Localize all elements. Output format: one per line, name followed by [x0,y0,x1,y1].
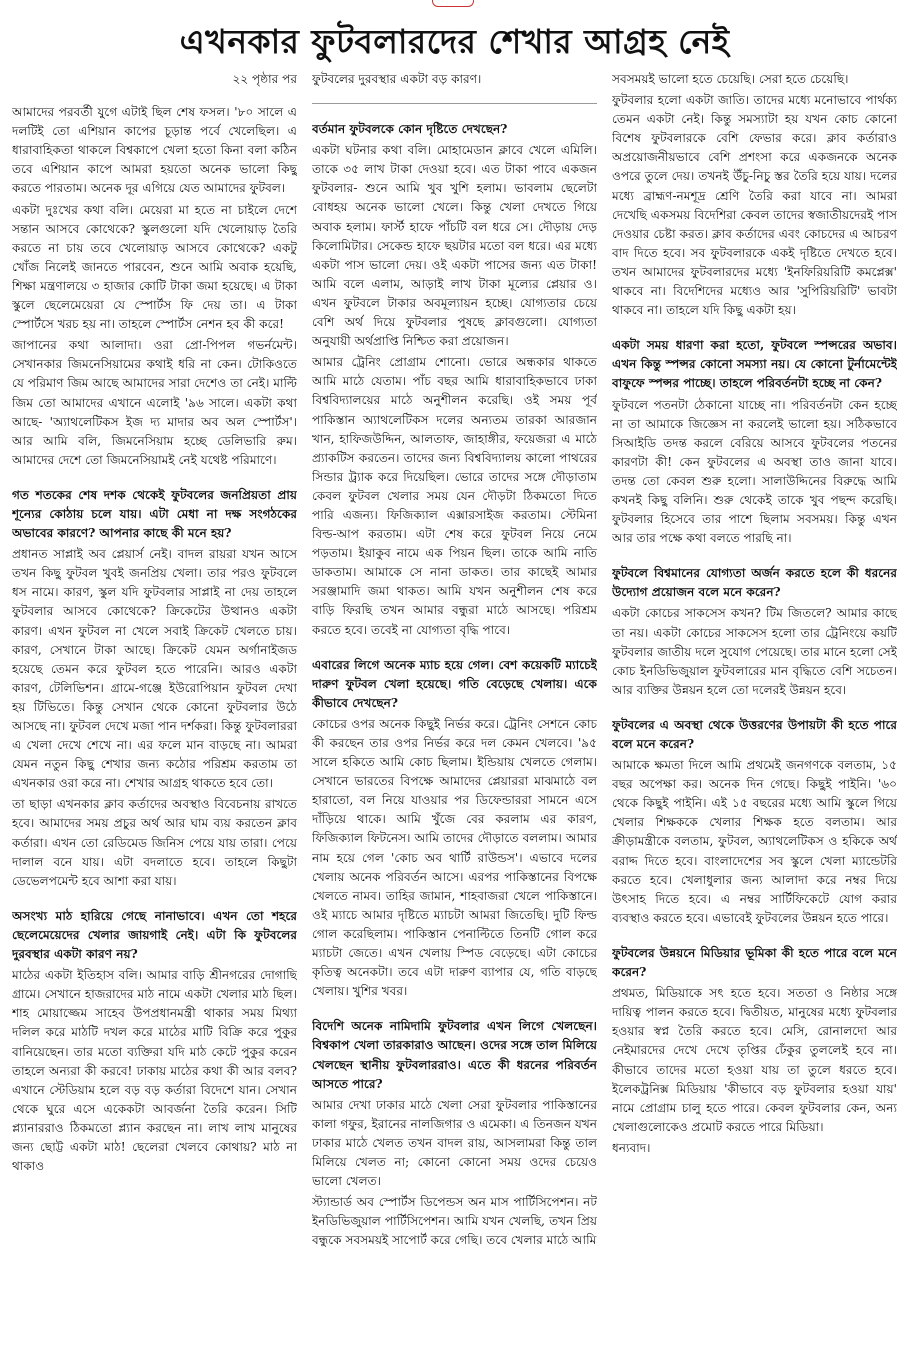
column-3 [612,70,897,1360]
answer-paragraph: সবসময়ই ভালো হতে চেয়েছি। সেরা হতে চেয়েছি। [612,72,849,86]
interview-question: একটা সময় ধারণা করা হতো, ফুটবলে স্পন্সরের অভাব। এখন কিন্তু স্পন্সর কোনো সমস্যা নয়। যে কোনো টুর্নামেন্টেই বাফুফে স্পন্সর পাচ্ছে। তাহলে পরিবর্তনটা হচ্ছে না কেন? [612,338,897,391]
answer-paragraph: কোচের ওপর অনেক কিছুই নির্ভর করে। ট্রেনিং সেশনে কোচ কী করছেন তার ওপর নির্ভর করে দল কেমন খেলবে। '৯৫ সালে হকিতে আমি কোচ ছিলাম। ইন্ডিয়ায় খেলতে গেলাম। সেখানে ভারতের বিপক্ষে আমাদের প্লেয়াররা মাঝমাঠে বল হারাতো, বল নিয়ে যাওয়ার পর ডিফেন্ডাররা সামনে এসে দাঁড়িয়ে থাকে। আমি খুঁজে বের করলাম এর কারণ, ফিজিক্যাল ফিটনেস। আমি তাদের দৌড়াতে বললাম। আমার নাম হয়ে গেল 'কোচ অব থার্টি রাউন্ডস'। এভাবে দলের খেলায় অনেক পরিবর্তন আসে। এরপর পাকিস্তানের বিপক্ষে খেলতে নামব। তাহির জামান, শাহবাজরা খেলে পাকিস্তানে। ওই ম্যাচে আমার দৃষ্টিতে ম্যাচটা আমরা জিতেছি। দুটি ফিল্ড গোল করেছিলাম। পাকিস্তান পেনাল্টিতে তিনটি গোল করে ম্যাচটা জেতে। এখন খেলায় স্পিড বেড়েছে। এটা কোচের কৃতিত্ব অনেকটা। তবে এটা দারুণ ব্যাপার যে, গতি বাড়ছে খেলায়। খুশির খবর। [312,716,597,999]
interview-question: ফুটবলে বিশ্বমানের যোগ্যতা অর্জন করতে হলে কী ধরনের উদ্যোগ প্রয়োজন বলে মনে করেন? [612,566,897,600]
answer-paragraph: ফুটবলে পতনটা ঠেকানো যাচ্ছে না। পরিবর্তনটা কেন হচ্ছে না তা আমাকে জিজ্ঞেস না করলেই ভালো হয়। সঠিকভাবে সিআইডি তদন্ত করলে বেরিয়ে আসবে ফুটবলের পতনের কারণটা কী! কেন ফুটবলের এ অবস্থা তাও জানা যাবে। তদন্ত তো কেবল শুরু হলো। সালাউদ্দিনের বিরুদ্ধে আমি কখনই কিছু বলিনি। শুরু থেকেই তাকে খুব পছন্দ করেছি। ফুটবলার হিসেবে তার পাশে ছিলাম সবসময়। কিন্তু এখন আর তার পক্ষে কথা বলতে পারছি না। [612,397,897,546]
interview-question: ফুটবলের উন্নয়নে মিডিয়ার ভূমিকা কী হতে পারে বলে মনে করেন? [612,945,897,980]
answer-paragraph: প্রথমত, মিডিয়াকে সৎ হতে হবে। সততা ও নিষ্ঠার সঙ্গে দায়িত্ব পালন করতে হবে। দ্বিতীয়ত, মানুষের মধ্যে ফুটবলার হওয়ার স্বপ্ন তৈরি করতে হবে। মেসি, রোনালদো আর নেইমারদের দেখে দেখে তৃপ্তির ঢেঁকুর তুললেই হবে না। কীভাবে তাদের মতো হওয়া যায় তা তুলে ধরতে হবে। ইলেকট্রনিক্স মিডিয়ায় 'কীভাবে বড় ফুটবলার হওয়া যায়' নামে প্রোগ্রাম চালু হতে পারে। কেবল ফুটবলার কেন, অন্য খেলাগুলোকেও প্রমোট করতে পারে মিডিয়া। [612,986,897,1134]
answer-paragraph: জাপানের কথা আলাদা। ওরা প্রো-পিপল গভর্নমেন্ট। সেখানকার জিমনেসিয়ামের কথাই ধরি না কেন। টোকিওতে যে পরিমাণ জিম আছে আমাদের সারা দেশেও তা নেই। মাল্টি জিম তো আমাদের এখানে এলোই '৯৬ সালে। একটা কথা আছে- 'অ্যাথলেটিকস ইজ দ্য মাদার অব অল স্পোর্টস'। আর আমি বলি, জিমনেসিয়াম হচ্ছে ডেলিভারি রুম। আমাদের দেশে তো জিমনেসিয়ামই নেই যথেষ্ট পরিমাণে। [12,338,297,467]
answer-paragraph: আমাকে ক্ষমতা দিলে আমি প্রথমেই জনগণকে বলতাম, ১৫ বছর অপেক্ষা কর। অনেক দিন গেছে। কিছুই পাইনি। '৬০ থেকে কিছুই পাইনি। এই ১৫ বছরের মধ্যে আমি স্কুলে গিয়ে খেলার শিক্ষককে খেলার শিক্ষক হতে বলতাম। আর ক্রীড়ামন্ত্রীকে বলতাম, ফুটবল, অ্যাথলেটিকস ও হকিকে অর্থ বরাদ্দ দিতে হবে। বাংলাদেশের সব স্কুলে খেলা ম্যান্ডেটরি করতে হবে। খেলাধুলার জন্য আলাদা করে নম্বর দিয়ে উৎসাহ দিতে হবে। এ নম্বর সার্টিফিকেটে যোগ করার ব্যবস্থাও করতে হবে। এভাবেই ফুটবলের উন্নয়ন হতে পারে। [612,758,897,925]
column-1 [12,70,297,1360]
answer-paragraph: ফুটবলার হলো একটা জাতি। তাদের মধ্যে মনোভাবে পার্থক্য তেমন একটা নেই। কিন্তু সমস্যাটা হয় যখন কোচ কোনো বিশেষ ফুটবলারকে বেশি ফেভার করে। ক্লাব কর্তারাও অপ্রয়োজনীয়ভাবে বেশি প্রশংসা করে একজনকে অনেক ওপরে তুলে দেয়। তখনই উঁচু-নিচু স্তর তৈরি হয়ে যায়। দলের মধ্যে ব্রাহ্মণ-নমশূদ্র শ্রেণি তৈরি করা যাবে না। আমরা দেখেছি একসময় বিদেশিরা কেবল তাদের স্বজাতীয়দেরই পাস দেওয়ার চেষ্টা করত। ক্লাব কর্তাদের এবং কোচদের এ আচরণ বাদ দিতে হবে। সব ফুটবলারকে একই দৃষ্টিতে দেখতে হবে। তখন আমাদের ফুটবলারদের মধ্যে 'ইনফিরিয়রিটি কমপ্লেক্স' থাকবে না। বিদেশিদের মধ্যেও আর 'সুপিরিয়রিটি' ভাবটা থাকবে না। তাহলে যদি কিছু একটা হয়। [612,93,897,318]
interview-question: ফুটবলের এ অবস্থা থেকে উত্তরণের উপায়টা কী হতে পারে বলে মনে করেন? [612,717,897,751]
interview-question: বিদেশি অনেক নামিদামি ফুটবলার এখন লিগে খেলছেন। বিশ্বকাপ খেলা তারকারাও আছেন। ওদের সঙ্গে তাল মিলিয়ে খেলছেন স্থানীয় ফুটবলাররাও। এতে কী ধরনের পরিবর্তন আসতে পারে? [312,1019,597,1091]
answer-paragraph: মাঠের একটা ইতিহাস বলি। আমার বাড়ি শ্রীনগরের দোগাছি গ্রামে। সেখানে হাজরাদের মাঠ নামে একটা খেলার মাঠ ছিল। শাহ মোয়াজ্জেম সাহেব উপপ্রধানমন্ত্রী থাকার সময় মিথ্যা দলিল করে মাঠটি দখল করে মাঠের মাটি বিক্রি করে পুকুর বানিয়েছেন। তার মতো ব্যক্তিরা যদি মাঠ কেটে পুকুর করেন তাহলে অন্যরা কী করবে! ঢাকায় মাঠের কথা কী আর বলব? এখানে স্টেডিয়াম হলে বড় বড় কর্তারা বিদেশে যান। সেখান থেকে ঘুরে এসে একেকটা আবর্জনা তৈরি করেন। সিটি প্ল্যানাররাও ঠিকমতো প্ল্যান করছেন না। লাখ লাখ মানুষের জন্য ছোট্ট একটা মাঠ! ছেলেরা খেলবে কোথায়? মাঠ না থাকাও [12,968,297,1174]
article-columns [12,70,897,1360]
interview-question: এবারের লিগে অনেক ম্যাচ হয়ে গেল। বেশ কয়েকটি ম্যাচেই দারুণ ফুটবল খেলা হয়েছে। গতি বেড়েছে খেলায়। একে কীভাবে দেখছেন? [312,657,597,710]
answer-paragraph: ফুটবলের দুরবস্থার একটা বড় কারণ। [312,72,482,86]
page-top-ornament [432,0,474,7]
column-2 [312,70,597,1360]
interview-question: অসংখ্য মাঠ হারিয়ে গেছে নানাভাবে। এখন তো শহরে ছেলেমেয়েদের খেলার জায়গাই নেই। এটা কি ফুটবলের দুরবস্থার একটা কারণ নয়? [12,908,297,962]
continued-from-label: ২২ পৃষ্ঠার পর [232,72,297,86]
answer-paragraph: একটা কোচের সাকসেস কখন? টিম জিতলে? আমার কাছে তা নয়। একটা কোচের সাকসেস হলো তার ট্রেনিংয়ে কয়টি ফুটবলার জাতীয় দলে সুযোগ পেয়েছে। তার মানে হলো সেই কোচ ইনডিভিজুয়াল ফুটবলারের মান বৃদ্ধিতে বেশি সচেতন। আর ব্যক্তির উন্নয়ন হলে তো দলেরই উন্নয়ন হবে। [612,606,897,697]
answer-paragraph: আমাদের পরবর্তী যুগে এটাই ছিল শেষ ফসল। '৮০ সালে এ দলটিই তো এশিয়ান কাপের চূড়ান্ত পর্বে খেলেছিল। এ ধারাবাহিকতা থাকলে বিশ্বকাপে খেলা হতো কিনা বলা কঠিন তবে এশিয়ান কাপে আমরা হয়তো অনেক ভালো কিছু করতে পারতাম। অনেক দূর এগিয়ে যেত আমাদের ফুটবল। [12,105,297,196]
answer-paragraph: ধন্যবাদ। [612,1140,651,1155]
answer-paragraph: একটা ঘটনার কথা বলি। মোহামেডান ক্লাবে খেলে এমিলি। তাকে ৩৫ লাখ টাকা দেওয়া হবে। এত টাকা পাবে একজন ফুটবলার- শুনে আমি খুব খুশি হলাম। ভাবলাম ছেলেটা বোধহয় অনেক ভালো খেলে। কিন্তু খেলা দেখতে গিয়ে অবাক হলাম। ফার্স্ট হাফে পাঁচটি বল ধরে সে। দৌড়ায় দেড় কিলোমিটার। সেকেন্ড হাফে ছয়টার মতো বল ধরে। এর মধ্যে একটা পাস ভালো দেয়। ওই একটা পাসের জন্য এত টাকা! আমি বলে এলাম, আড়াই লাখ টাকা মূল্যের প্লেয়ার ও। এখন ফুটবলে টাকার অবমূল্যায়ন হচ্ছে। যোগ্যতার চেয়ে বেশি অর্থ দিয়ে ফুটবলার পুষছে ক্লাবগুলো। যোগ্যতা অনুযায়ী অর্থপ্রাপ্তি নিশ্চিত করা প্রয়োজন। [312,143,597,349]
answer-paragraph: তা ছাড়া এখনকার ক্লাব কর্তাদের অবস্থাও বিবেচনায় রাখতে হবে। আমাদের সময় প্রচুর অর্থ আর ঘাম ব্যয় করতেন ক্লাব কর্তারা। এখন তো রেডিমেড জিনিস পেয়ে যায় তারা। পেয়ে দালাল বনে যায়। এটা বদলাতে হবে। তাহলে কিছুটা ডেভেলপমেন্ট হবে আশা করা যায়। [12,797,297,888]
section-divider [312,103,597,104]
headline: এখনকার ফুটবলারদের শেখার আগ্রহ নেই [179,22,730,61]
interview-question: বর্তমান ফুটবলকে কোন দৃষ্টিতে দেখছেন? [312,122,508,137]
answer-paragraph: একটা দুঃখের কথা বলি। মেয়েরা মা হতে না চাইলে দেশে সন্তান আসবে কোথেকে? স্কুলগুলো যদি খেলোয়াড় তৈরি করতে না চায় তবে খেলোয়াড় আসবে কোথেকে? একটু খোঁজ নিলেই জানতে পারবেন, শুনে আমি অবাক হয়েছি, শিক্ষা মন্ত্রণালয়ে ৩ হাজার কোটি টাকা জমা হয়েছে। এ টাকা স্কুলে ছেলেমেয়েরা যে স্পোর্টস ফি দেয় তা। এ টাকা স্পোর্টসে খরচ হয় না। তাহলে স্পোর্টস নেশন হব কী করে! [12,202,297,332]
answer-paragraph: স্ট্যান্ডার্ড অব স্পোর্টস ডিপেন্ডস অন মাস পার্টিসিপেশন। নট ইনডিভিজুয়াল পার্টিসিপেশন। আমি যখন খেলছি, তখন প্রিয় বন্ধুকে সবসময়ই সাপোর্ট করে গেছি। তবে খেলার মাঠে আমি [312,1195,597,1248]
interview-question: গত শতকের শেষ দশক থেকেই ফুটবলের জনপ্রিয়তা প্রায় শূন্যের কোঠায় চলে যায়। এটা মেধা না দক্ষ সংগঠকের অভাবের কারণে? আপনার কাছে কী মনে হয়? [12,487,297,541]
answer-paragraph: আমার ট্রেনিং প্রোগ্রাম শোনো। ভোরে অন্ধকার থাকতে আমি মাঠে যেতাম। পাঁচ বছর আমি ধারাবাহিকভাবে ঢাকা বিশ্ববিদ্যালয়ের মাঠে অনুশীলন করেছি। ওই সময় পূর্ব পাকিস্তান অ্যাথলেটিকস দলের অন্যতম তারকা আরজান খান, হাফিজউদ্দিন, আলতাফ, জাহাঙ্গীর, ফয়েজরা এ মাঠে প্র্যাকটিস করতেন। তাদের জন্য বিশ্ববিদ্যালয় কালো পাথরের সিন্ডার ট্র্যাক করে দিয়েছিল। ভোরে তাদের সঙ্গে দৌড়াতাম কেবল ফুটবল খেলার সময় যেন দৌড়টা ঠিকমতো দিতে পারি এজন্য। ফিজিক্যাল এক্সারসাইজ করতাম। স্টেমিনা বিল্ড-আপ করতাম। এটা শেষ করে ফুটবল নিয়ে নেমে পড়তাম। ইয়াকুব নামে এক পিয়ন ছিল। তাকে আমি নাতি ডাকতাম। আমাকে সে নানা ডাকত। তার কাছেই আমার সরঞ্জামাদি জমা থাকত। আমি যখন অনুশীলন শেষ করে বাড়ি ফিরছি তখন আমার বন্ধুরা মাঠে আসছে। পরিশ্রম করতে হবে। তবেই না যোগ্যতা বৃদ্ধি পাবে। [312,355,597,637]
answer-paragraph: আমার দেখা ঢাকার মাঠে খেলা সেরা ফুটবলার পাকিস্তানের কালা গফুর, ইরানের নালজিগার ও এমেকা। এ তিনজন যখন ঢাকার মাঠে খেলত তখন বাদল রায়, আসলামরা কিন্তু তাল মিলিয়ে খেলত না; কোনো কোনো সময় ওদের চেয়েও ভালো খেলত। [312,1097,597,1189]
answer-paragraph: প্রধানত সাপ্লাই অব প্লেয়ার্স নেই। বাদল রায়রা যখন আসে তখন কিছু ফুটবল খুবই জনপ্রিয় খেলা। তার পরও ফুটবলে ধস নামে। কারণ, স্কুল যদি ফুটবলার সাপ্লাই না দেয় তাহলে ফুটবলার আসবে কোথেকে? ক্রিকেটের উত্থানও একটা কারণ। এখন ফুটবল না খেলে সবাই ক্রিকেট খেলতে চায়। কারণ, সেখানে টাকা আছে। ক্রিকেট যেমন অর্গানাইজড হয়েছে তেমন করে ফুটবল হতে পারেনি। আরও একটা কারণ, টেলিভিশন। গ্রামে-গঞ্জে ইউরোপিয়ান ফুটবল দেখা হয় টিভিতে। কিন্তু সেখান থেকে কোনো ফুটবলার উঠে আসছে না। ফুটবল দেখে মজা পান দর্শকরা। কিন্তু ফুটবলাররা এ খেলা দেখে শেখে না। এর ফলে মান বাড়ছে না। আমরা যেমন নতুন কিছু শেখার জন্য কঠোর পরিশ্রম করতাম তা এখনকার ওরা করে না। শেখার আগ্রহ থাকতে হবে তো। [12,547,297,791]
